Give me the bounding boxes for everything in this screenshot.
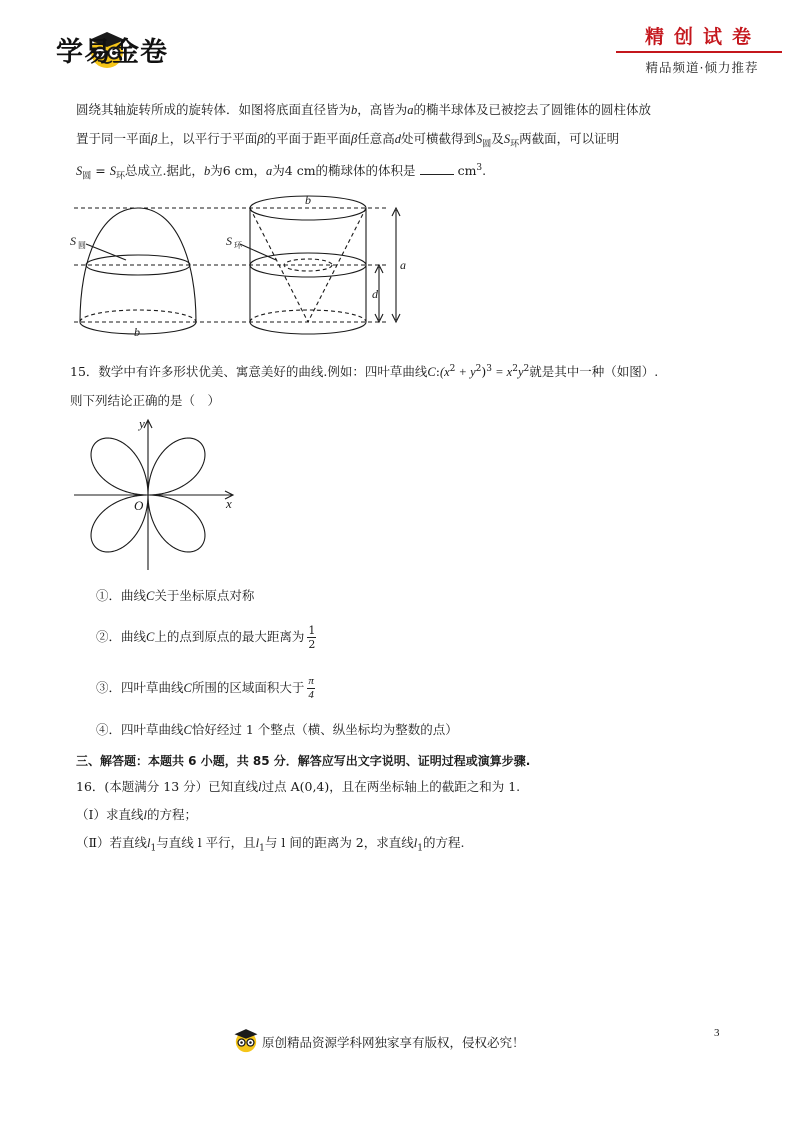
section-3-title: 三、解答题：本题共 6 小题，共 85 分．解答应写出文字说明、证明过程或演算步骤.	[76, 754, 531, 768]
q15-line-2: 则下列结论正确的是（ ）	[70, 393, 221, 408]
fig14-label-s-ring-sub: 环	[234, 241, 242, 250]
fig14-label-b-top: b	[305, 193, 311, 207]
option-2-fraction: $\frac{1}{2}$	[308, 624, 316, 651]
figure-14-ellipsoid-and-cylinder	[66, 190, 416, 340]
q14-line-3: $S_圆 = S_环$总成立.据此，b为6 cm，a为4 cm的椭球体的体积是 $cm^3$.	[76, 163, 487, 182]
q16-line-2: （Ⅰ）求直线l的方程；	[76, 807, 197, 822]
q16-line-1: 16．(本题满分 13 分）已知直线l过点 A(0,4)，且在两坐标轴上的截距之和为 1.	[76, 779, 521, 794]
brand-subtitle: 精品频道·倾力推荐	[645, 60, 759, 75]
answer-blank	[420, 163, 454, 175]
page-number: 3	[714, 1027, 720, 1039]
q14-line-2: 置于同一平面β上，以平行于平面β的平面于距平面β任意高d处可横截得到$S_圆$及$S_环$两截面，可以证明	[76, 131, 620, 150]
option-4: ④．四叶草曲线C恰好经过 1 个整点（横、纵坐标均为整数的点）	[96, 722, 458, 737]
fig15-label-origin: O	[134, 498, 144, 513]
brand-title: 精创试卷	[644, 26, 761, 48]
option-2: ②．曲线C上的点到原点的最大距离为 $\frac{1}{2}$	[96, 624, 316, 651]
q16-line-3: （Ⅱ）若直线$l_1$与直线 l 平行，且$l_1$与 l 间的距离为 2，求直线$l_1$的方程.	[76, 835, 465, 854]
fig14-label-d: d	[372, 287, 378, 301]
option-3: ③．四叶草曲线C所围的区域面积大于 $\frac{\pi}{4}$	[96, 675, 314, 701]
figure-15-four-leaf-curve	[70, 415, 240, 575]
footer-copyright: 原创精品资源学科网独家享有版权，侵权必究！	[262, 1035, 525, 1050]
option-3-fraction: $\frac{\pi}{4}$	[308, 675, 314, 701]
fig14-label-s-ring: S	[226, 234, 232, 248]
logo-text: 学易金卷	[56, 37, 168, 68]
fig15-label-y: y	[139, 416, 145, 431]
fig14-label-s-circle-sub: 圆	[78, 241, 86, 250]
q14-line-1: 圆绕其轴旋转所成的旋转体．如图将底面直径皆为b，高皆为a的椭半球体及已被挖去了圆锥体的圆柱体放	[76, 102, 652, 117]
fig14-label-b-bottom: b	[134, 325, 140, 339]
option-1: ①．曲线C关于坐标原点对称	[96, 588, 255, 603]
footer-mascot-icon	[232, 1025, 260, 1055]
fig14-label-s-circle: S	[70, 234, 76, 248]
brand-divider	[616, 51, 782, 53]
q15-line-1: 15．数学中有许多形状优美、寓意美好的曲线.例如：四叶草曲线$C:(x^2 + y^2)^3 = x^2y^2$就是其中一种（如图）.	[70, 364, 659, 380]
fig15-label-x: x	[226, 496, 232, 511]
fig14-label-a: a	[400, 258, 406, 272]
